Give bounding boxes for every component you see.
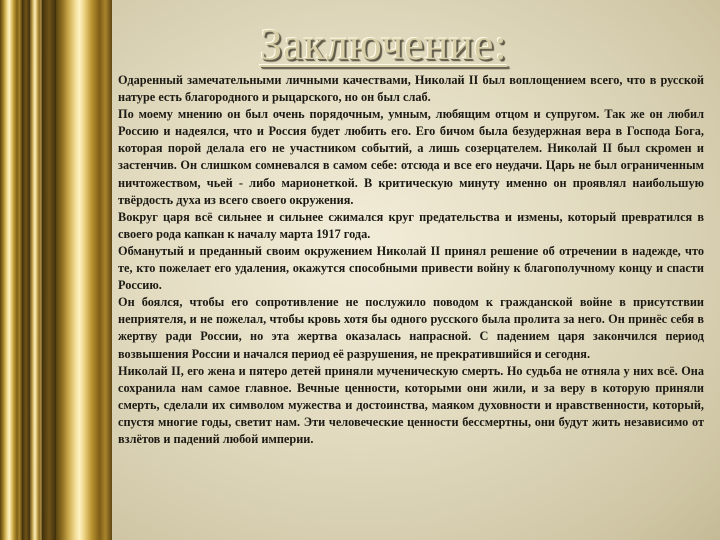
paragraph: Одаренный замечательными личными качествами, Николай II был воплощением всего, что в русской натуре есть благородного и рыцарского, но он был слаб. [118, 73, 704, 105]
gold-border-left [0, 0, 22, 540]
gold-border-thin [30, 0, 42, 540]
paragraph: Обманутый и преданный своим окружением Николай II принял решение об отречении в надежде, что те, кто пожелает его удаления, окажутся способными привести войну к благополучному концу и спасти Россию. [118, 243, 704, 293]
border-gap [22, 0, 30, 540]
paragraph: Николай II, его жена и пятеро детей приняли мученическую смерть. Но судьба не отняла у них всё. Она сохранила нам самое главное. Вечные ценности, которыми они жили, и за веру в которую приняли смерть, сделали их символом мужества и достоинства, маяком духовности и нравственности, который, спустя многие годы, светит нам. Эти человеческие ценности бессмертны, они будут жить независимо от взлётов и падений любой империи. [118, 363, 704, 446]
paragraph: Он боялся, чтобы его сопротивление не послужило поводом к гражданской войне в присутствии неприятеля, и не пожелал, чтобы кровь хотя бы одного русского была пролита за него. Он принёс себя в жертву ради России, но эта жертва оказалась напрасной. С падением царя закончился период возвышения России и начался период её разрушения, не прекратившийся и сегодня. [118, 295, 704, 361]
paragraph: Вокруг царя всё сильнее и сильнее сжимался круг предательства и измены, который превратился в своего рода капкан к началу марта 1917 года. [118, 209, 704, 241]
slide-title: Заключение: [260, 20, 508, 69]
slide-body [118, 72, 704, 448]
paragraph: По моему мнению он был очень порядочным, умным, любящим отцом и супругом. Так же он любил Россию и надеялся, что и Россия будет любить его. Его бичом была безудержная вера в Господа Бога, которая порой делала его не участником событий, а лишь созерцателем. Николай II был скромен и застенчив. Он слишком сомневался в самом себе: отсюда и все его неудачи. Царь не был ограниченным ничтожеством, чьей - либо марионеткой. В критическую минуту именно он проявлял наибольшую твёрдость духа из всего своего окружения. [118, 107, 704, 207]
border-gap [42, 0, 56, 540]
gold-border-main [56, 0, 112, 540]
